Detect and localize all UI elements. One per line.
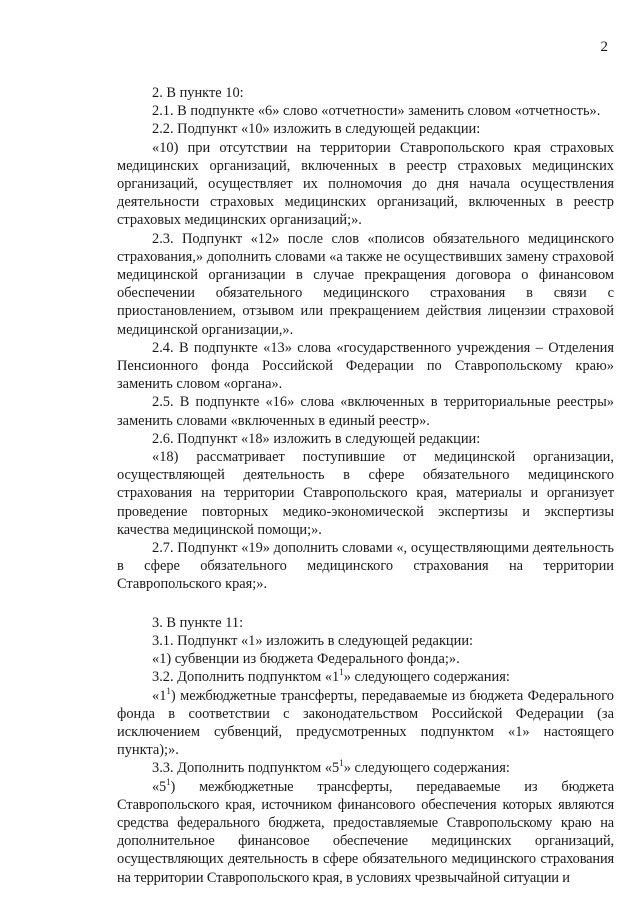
item-3-3-text-part-a: «5 xyxy=(152,778,167,795)
item-3-3-text-part-b: ) межбюджетные трансферты, передаваемые из бюджета Ставропольского края, источником финансового обеспечения которых являются средства федерального бюджета, предоставляемые Ставропольскому краю на дополнительное финансовое обеспечение медицинских организаций, осуществляющих деятельность в сфере обязательного медицинского страхования на территории Ставропольского края, в условиях чрезвычайной ситуации и xyxy=(117,778,614,886)
item-3-2-text-part-a: «1 xyxy=(152,687,167,704)
item-2-4: 2.4. В подпункте «13» слова «государственного учреждения – Отделения Пенсионного фонда Российской Федерации по Ставропольскому краю» заменить словом «органа». xyxy=(117,339,614,393)
superscript: 1 xyxy=(166,685,171,696)
item-3-2-part-b: » следующего содержания: xyxy=(343,669,510,686)
item-3-1-text: «1) субвенции из бюджета Федерального фонда;». xyxy=(152,651,460,668)
section-3-heading: 3. В пункте 11: xyxy=(152,614,244,631)
item-3-2-text-part-b: ) межбюджетные трансферты, передаваемые из бюджета Федерального фонда в соответствии с законодательством Российской Федерации (за исключением субвенций, предусмотренных подпунктом «1» настоящего пункта);». xyxy=(117,687,614,759)
item-3-2 xyxy=(117,668,614,686)
item-2-7: 2.7. Подпункт «19» дополнить словами «, осуществляющими деятельность в сфере обязательного медицинского страхования на территории Ставропольского края;». xyxy=(117,540,614,593)
section-2-heading: 2. В пункте 10: xyxy=(152,85,244,101)
item-3-3-part-a: 3.3. Дополнить подпунктом «5 xyxy=(152,760,340,777)
item-3-3-text xyxy=(117,778,614,887)
item-2-6: 2.6. Подпункт «18» изложить в следующей редакции: xyxy=(152,430,481,447)
superscript: 1 xyxy=(339,667,344,678)
item-2-2-text: «10) при отсутствии на территории Ставропольского края страховых медицинских организаций, включенных в реестр страховых медицинских организаций, осуществляет их полномочия до дня начала осуществления деятельности страховых медицинских организаций, включенных в реестр страховых медицинских организаций;». xyxy=(117,139,614,229)
item-3-1: 3.1. Подпункт «1» изложить в следующей редакции: xyxy=(152,632,474,649)
item-2-1: 2.1. В подпункте «6» слово «отчетности» заменить словом «отчетность». xyxy=(152,103,601,120)
item-2-2: 2.2. Подпункт «10» изложить в следующей редакции: xyxy=(152,121,481,138)
page-number: 2 xyxy=(600,39,608,55)
item-2-6-text: «18) рассматривает поступившие от медицинской организации, осуществляющей деятельность в сфере обязательного медицинского страхования на территории Ставропольского края, материалы и организует проведение повторных медико-экономической экспертизы и экспертизы качества медицинской помощи;». xyxy=(117,449,614,538)
superscript: 1 xyxy=(166,776,171,787)
item-3-2-text xyxy=(117,687,614,760)
item-3-3 xyxy=(117,759,614,777)
item-3-2-part-a: 3.2. Дополнить подпунктом «1 xyxy=(152,669,340,686)
item-2-3: 2.3. Подпункт «12» после слов «полисов обязательного медицинского страхования,» дополнить словами «а также не осуществивших замену страховой медицинской организации в случае прекращения договора о финансовом обеспечении обязательного медицинского страхования в связи с приостановлением, отзывом или прекращением действия лицензии страховой медицинской организации,». xyxy=(117,230,614,338)
section-gap xyxy=(117,594,614,614)
document-body xyxy=(117,84,614,887)
item-2-5: 2.5. В подпункте «16» слова «включенных в территориальные реестры» заменить словами «включенных в единый реестр». xyxy=(117,394,614,429)
superscript: 1 xyxy=(339,758,344,769)
item-3-3-part-b: » следующего содержания: xyxy=(343,760,510,777)
